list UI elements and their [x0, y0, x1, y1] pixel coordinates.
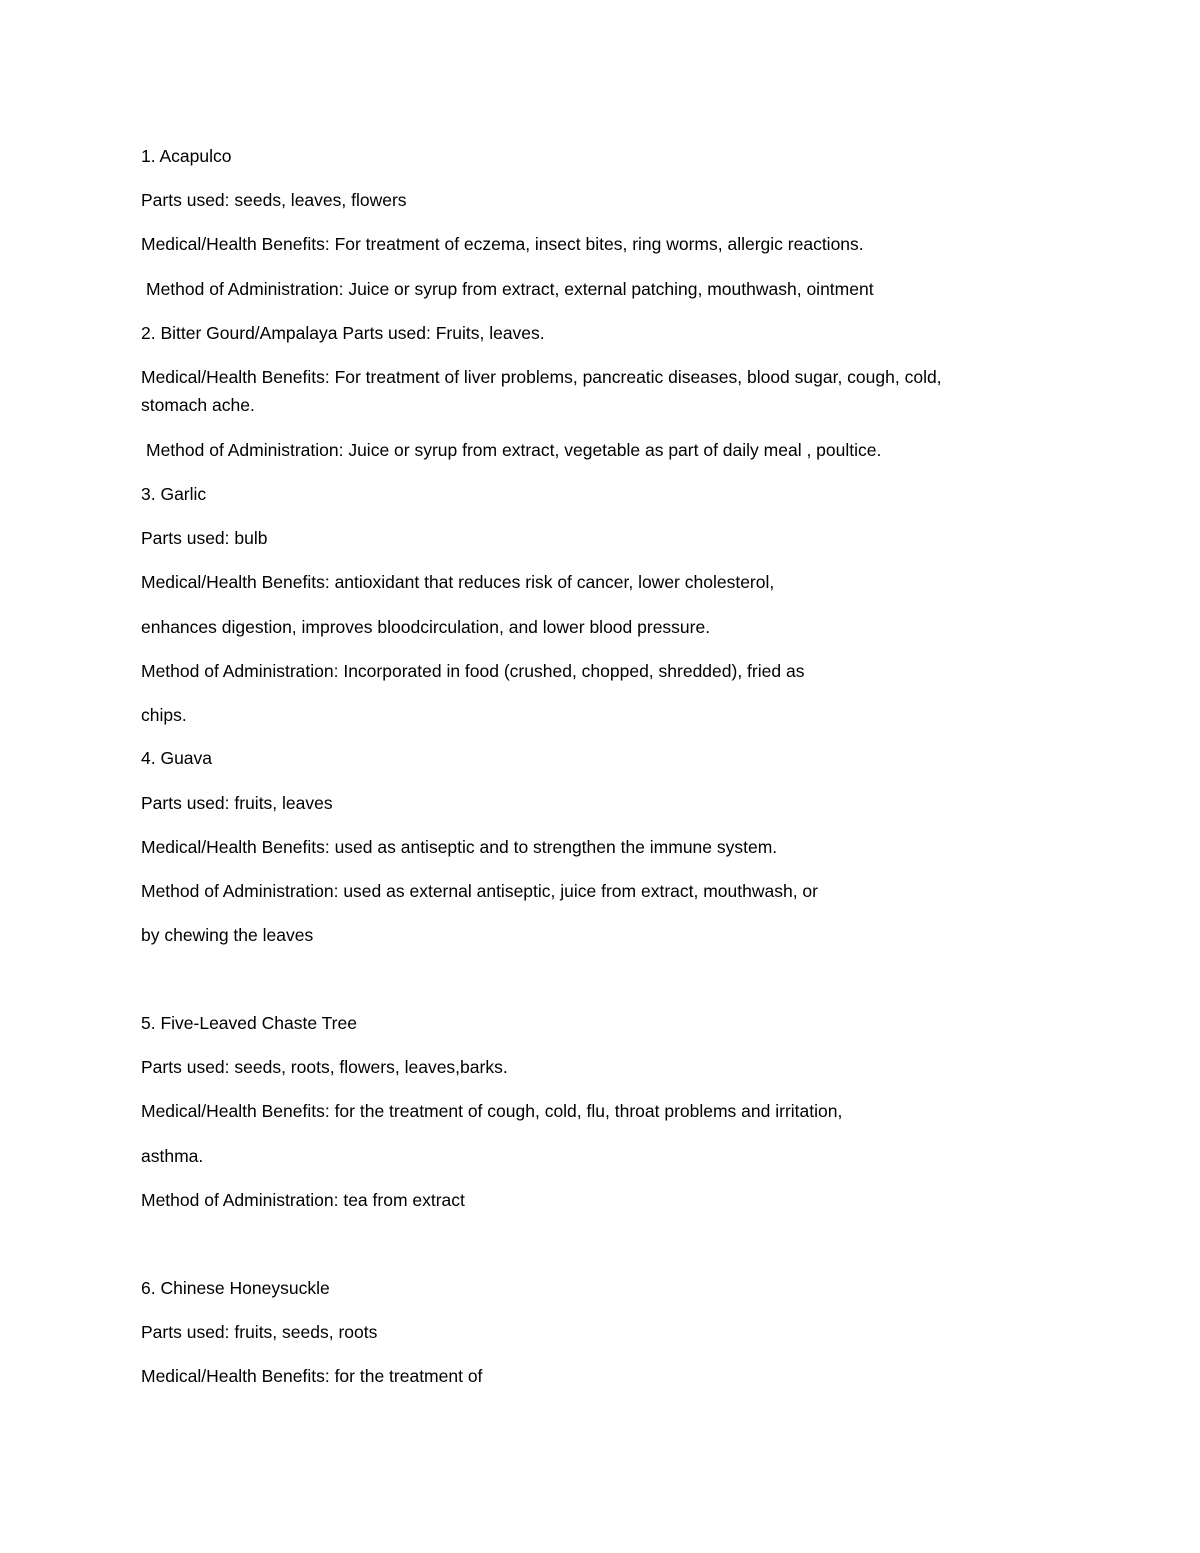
plant-heading-guava: 4. Guava — [141, 748, 213, 768]
administration-bitter-gourd: Method of Administration: Juice or syrup from extract, vegetable as part of daily meal , poultice. — [146, 440, 882, 460]
administration-garlic-cont: chips. — [141, 705, 187, 725]
benefits-chinese-honeysuckle: Medical/Health Benefits: for the treatment of — [141, 1366, 483, 1386]
administration-guava: Method of Administration: used as external antiseptic, juice from extract, mouthwash, or — [141, 881, 818, 901]
plant-heading-five-leaved-chaste-tree: 5. Five-Leaved Chaste Tree — [141, 1013, 357, 1033]
plant-heading-garlic: 3. Garlic — [141, 484, 207, 504]
benefits-chaste-tree: Medical/Health Benefits: for the treatment of cough, cold, flu, throat problems and irritation, — [141, 1101, 843, 1121]
parts-used-acapulco: Parts used: seeds, leaves, flowers — [141, 190, 407, 210]
benefits-acapulco: Medical/Health Benefits: For treatment of eczema, insect bites, ring worms, allergic reactions. — [141, 234, 864, 254]
plant-heading-acapulco: 1. Acapulco — [141, 146, 232, 166]
plant-heading-chinese-honeysuckle: 6. Chinese Honeysuckle — [141, 1278, 330, 1298]
benefits-garlic-cont: enhances digestion, improves bloodcirculation, and lower blood pressure. — [141, 617, 711, 637]
parts-used-chinese-honeysuckle: Parts used: fruits, seeds, roots — [141, 1322, 378, 1342]
administration-acapulco: Method of Administration: Juice or syrup from extract, external patching, mouthwash, ointment — [146, 279, 874, 299]
benefits-chaste-tree-cont: asthma. — [141, 1146, 204, 1166]
benefits-bitter-gourd: Medical/Health Benefits: For treatment of liver problems, pancreatic diseases, blood sugar, cough, cold, — [141, 367, 942, 387]
parts-used-garlic: Parts used: bulb — [141, 528, 268, 548]
parts-used-guava: Parts used: fruits, leaves — [141, 793, 333, 813]
administration-garlic: Method of Administration: Incorporated in food (crushed, chopped, shredded), fried as — [141, 661, 805, 681]
benefits-garlic: Medical/Health Benefits: antioxidant that reduces risk of cancer, lower cholesterol, — [141, 572, 775, 592]
benefits-guava: Medical/Health Benefits: used as antiseptic and to strengthen the immune system. — [141, 837, 778, 857]
administration-guava-cont: by chewing the leaves — [141, 925, 314, 945]
administration-chaste-tree: Method of Administration: tea from extract — [141, 1190, 465, 1210]
parts-used-chaste-tree: Parts used: seeds, roots, flowers, leaves,barks. — [141, 1057, 508, 1077]
plant-heading-bitter-gourd: 2. Bitter Gourd/Ampalaya Parts used: Fruits, leaves. — [141, 323, 545, 343]
benefits-bitter-gourd-cont: stomach ache. — [141, 395, 255, 415]
